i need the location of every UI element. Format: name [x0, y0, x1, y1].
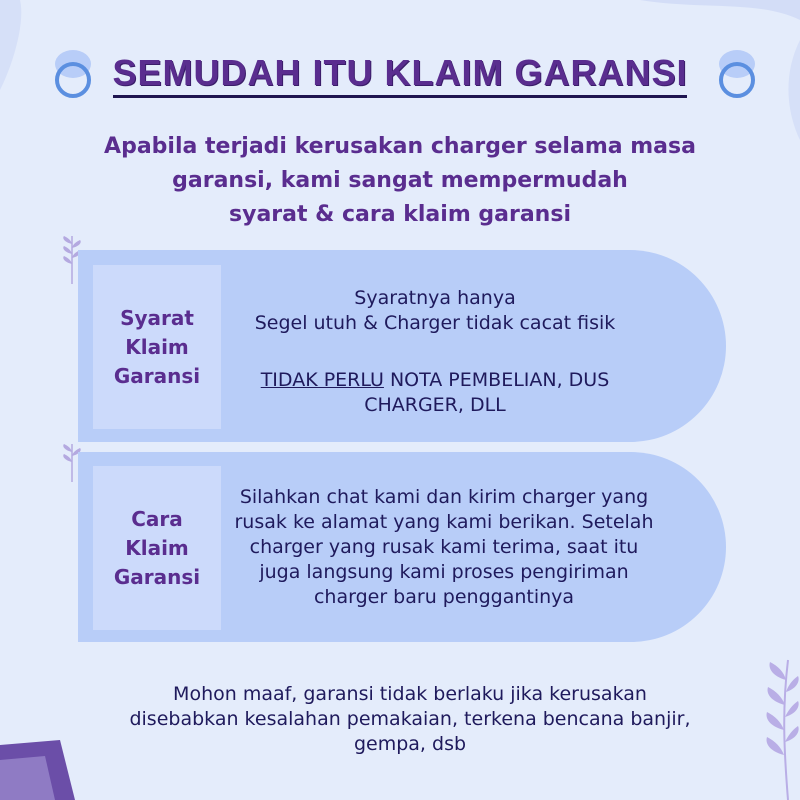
cara-label-line: Klaim [125, 535, 189, 560]
cara-label-box [93, 466, 221, 630]
intro-line: syarat & cara klaim garansi [229, 202, 571, 227]
syarat-label-line: Garansi [113, 363, 201, 388]
syarat-text-fragment: NOTA PEMBELIAN, DUS [383, 369, 610, 391]
page-title: SEMUDAH ITU KLAIM GARANSI [0, 52, 800, 94]
cara-label-line: Garansi [113, 564, 201, 589]
syarat-label-box [93, 265, 221, 429]
cara-description [222, 485, 666, 610]
syarat-label-line: Klaim [125, 334, 189, 359]
cara-text-line: juga langsung kami proses pengiriman [259, 561, 629, 583]
syarat-description [222, 286, 648, 418]
syarat-text-line: Segel utuh & Charger tidak cacat fisik [254, 312, 616, 334]
not-required-emphasis: TIDAK PERLU [260, 369, 384, 391]
cara-text-line: charger baru penggantinya [313, 586, 575, 608]
syarat-text-line: CHARGER, DLL [364, 394, 506, 416]
intro-text [60, 130, 740, 232]
footer-disclaimer [70, 682, 750, 757]
intro-line: garansi, kami sangat mempermudah [172, 168, 628, 193]
leaf-sprig-decoration-bottom-right [758, 650, 800, 800]
footer-line: disebabkan kesalahan pemakaian, terkena bencana banjir, [129, 708, 691, 730]
footer-line: Mohon maaf, garansi tidak berlaku jika kerusakan [173, 683, 647, 705]
cara-text-line: charger yang rusak kami terima, saat itu [249, 536, 639, 558]
syarat-text-line [222, 368, 648, 393]
cara-text-line: Silahkan chat kami dan kirim charger yang [239, 486, 649, 508]
cara-label-line: Cara [131, 506, 183, 531]
intro-line: Apabila terjadi kerusakan charger selama masa [104, 134, 696, 159]
syarat-label-line: Syarat [120, 305, 194, 330]
syarat-text-line: Syaratnya hanya [354, 287, 516, 309]
footer-line: gempa, dsb [353, 733, 467, 755]
cara-text-line: rusak ke alamat yang kami berikan. Setelah [234, 511, 654, 533]
